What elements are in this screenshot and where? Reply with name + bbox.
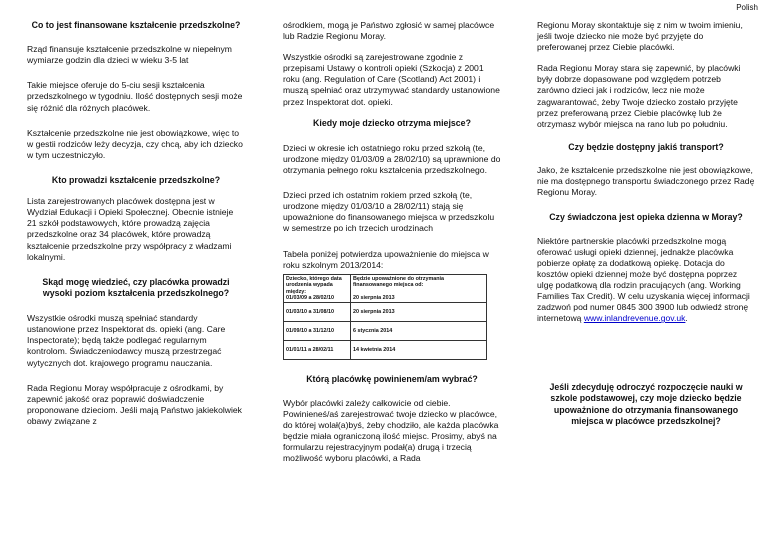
table-cell (351, 274, 487, 303)
paragraph-text: Niektóre partnerskie placówki przedszkolne mogą oferować usługi opieki dziennej, jednakże placówka pobierze opłatę za dodatkową opiekę. Dotacja do kosztów opieki dziennej może być dostępna poprzez ulgę podatkową dla rodzin pracujących (ang. Working Families Tax Credit). W celu uzyskania więcej informacji zadzwoń pod numer 0845 300 3900 lub odwiedź stronę internetową (537, 235, 750, 324)
table-cell-dates: 01/09/10 a 31/12/10 (284, 322, 351, 341)
paragraph: Regionu Moray skontaktuje się z nim w twoim imieniu, jeśli twoje dziecko nie może być przyjęte do preferowanej przez Ciebie placówki. (537, 20, 743, 53)
heading-who-provides: Kto prowadzi kształcenie przedszkolne? (51, 174, 221, 185)
column-1 (27, 20, 245, 437)
paragraph-end: . (685, 313, 688, 324)
table-row (284, 274, 487, 303)
table-row (284, 303, 487, 322)
table-cell-start: 20 sierpnia 2013 (353, 294, 395, 301)
table-cell-dates: 01/03/10 a 31/08/10 (284, 303, 351, 322)
paragraph: Rada Regionu Moray stara się zapewnić, by placówki były dobrze dopasowane pod względem potrzeb zarówno dzieci jak i rodziców, lecz nie może zagwarantować, żeby Twoje dziecko zostało przyjęte przez preferowaną przez Ciebie placówkę lub że otrzymasz wybór miejsca na rano lub po południu. (537, 63, 741, 129)
paragraph: ośrodkiem, mogą je Państwo zgłosić w samej placówce lub Radzie Regionu Moray. (283, 20, 495, 42)
paragraph: Lista zarejestrowanych placówek dostępna jest w Wydział Edukacji i Opieki Społecznej. Obecnie istnieje 21 szkół podstawowych, które prowadzą zajęcia przedszkolne oraz 34 placówek, które prowadzą kształcenie przedszkolne przy współpracy z władzami lokalnymi. (27, 196, 234, 262)
inland-revenue-link[interactable]: www.inlandrevenue.gov.uk (583, 313, 686, 324)
table-header-birthdate: Dziecko, którego data urodzenia wypada między: (286, 275, 342, 295)
paragraph (537, 236, 755, 325)
column-2 (283, 20, 501, 474)
language-label: Polish (736, 3, 758, 12)
column-3 (537, 20, 755, 427)
paragraph: Wszystkie ośrodki są zarejestrowane zgodnie z przepisami Ustawy o kontroli opieki (Szkocja) z 2001 roku (ang. Regulation of Care (Scotland) Act 2001) i muszą spełniać oraz utrzymywać standardy ustanowione przez Inspektorat dot. opieki. (283, 52, 500, 107)
paragraph: Jako, że kształcenie przedszkolne nie jest obowiązkowe, nie ma dostępnego transportu świadczonego przez Radę Regionu Moray. (537, 165, 755, 198)
paragraph: Rada Regionu Moray współpracuje z ośrodkami, by zapewnić jakość oraz poprawić doświadczenie proponowane dzieciom. Jeśli mają Państwo jakiekolwiek obawy związane z (27, 382, 242, 426)
paragraph: Wszystkie ośrodki muszą spełniać standardy ustanowione przez Inspektorat ds. opieki (ang. Care Inspectorate); będą także podlegać regularnym kontrolom. Świadczeniodawcy muszą przestrzegać wytycznych dot. krajowego programu nauczania. (27, 313, 226, 368)
table-row (284, 322, 487, 341)
table-cell-start: 14 kwietnia 2014 (351, 341, 487, 360)
deferral-question: Jeśli zdecyduję odroczyć rozpoczęcie nauki w szkole podstawowej, czy moje dziecko będzie upoważnione do otrzymania finansowanego miejsca w placówce przedszkolnej? (549, 382, 743, 426)
heading-childcare: Czy świadczona jest opieka dzienna w Moray? (549, 212, 743, 223)
paragraph: Wybór placówki zależy całkowicie od ciebie. Powinieneś/aś zarejestrować twoje dziecko w placówce, do której wolał(a)byś, żeby chodziło, ale każda placówka będzie miała ograniczoną ilość miejsc. Prosimy, abyś na formularzu rejestracyjnym podał(a) drugą i trzecią możliwość wyboru placówki, a Rada (283, 397, 499, 463)
table-header-entitled: Będzie upoważnione do otrzymania finansowanego miejsca od: (353, 275, 445, 289)
paragraph: Tabela poniżej potwierdza upoważnienie do miejsca w roku szkolnym 2013/2014: (283, 248, 489, 270)
heading-quality: Skąd mogę wiedzieć, czy placówka prowadzi wysoki poziom kształcenia przedszkolnego? (42, 276, 230, 298)
table-cell-start: 20 sierpnia 2013 (351, 303, 487, 322)
heading-which-setting: Którą placówkę powinienem/am wybrać? (306, 374, 478, 385)
table-cell-dates: 01/01/11 a 28/02/11 (284, 341, 351, 360)
paragraph: Dzieci w okresie ich ostatniego roku przed szkołą (te, urodzone między 01/03/09 a 28/02/10) są uprawnione do otrzymania pełnego roku kształcenia przedszkolnego. (283, 142, 501, 176)
heading-what-is-funded: Co to jest finansowane kształcenie przedszkolne? (31, 20, 241, 30)
heading-when-place: Kiedy moje dziecko otrzyma miejsce? (313, 117, 471, 128)
paragraph: Rząd finansuje kształcenie przedszkolne w niepełnym wymiarze godzin dla dzieci w wieku 3-5 lat (27, 44, 232, 66)
paragraph: Takie miejsce oferuje do 5-ciu sesji kształcenia przedszkolnego w tygodniu. Ilość dostępnych sesji może się różnić dla różnych placówek. (27, 80, 243, 113)
table-cell-dates: 01/03/09 a 28/02/10 (286, 294, 334, 301)
paragraph: Dzieci przed ich ostatnim rokiem przed szkołą (te, urodzone między 01/03/10 a 28/02/11) stają się upoważnione do finansowanego miejsca w przedszkolu w semestrze po ich trzecich urodzinach (283, 190, 495, 234)
heading-transport: Czy będzie dostępny jakiś transport? (568, 141, 724, 152)
table-row (284, 341, 487, 360)
paragraph: Kształcenie przedszkolne nie jest obowiązkowe, więc to w gestii rodziców leży decyzja, czy chcą, aby ich dziecko w tym uczestniczyło. (27, 127, 243, 160)
entitlement-table (283, 274, 487, 361)
table-cell-start: 6 stycznia 2014 (351, 322, 487, 341)
table-cell (284, 274, 351, 303)
